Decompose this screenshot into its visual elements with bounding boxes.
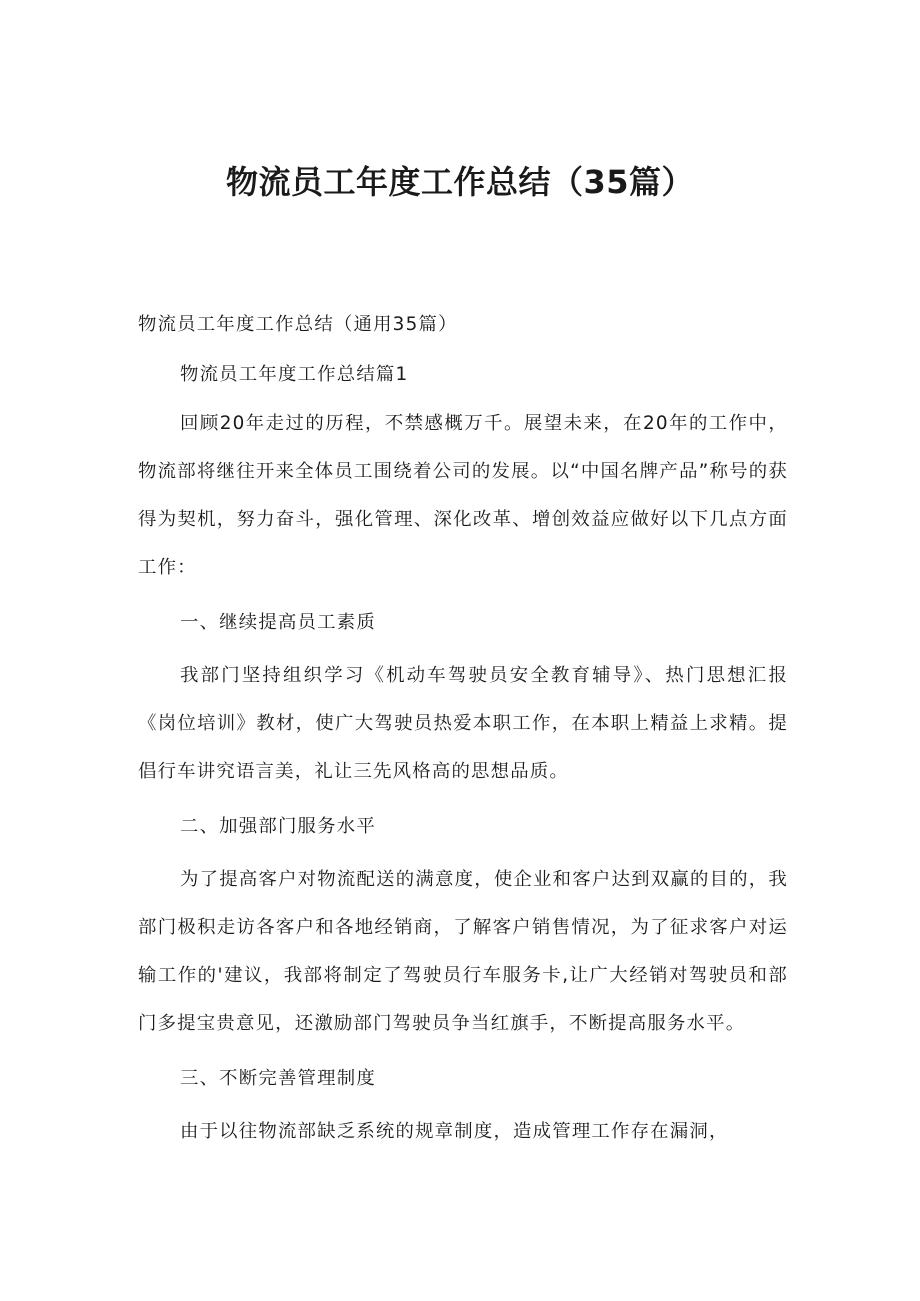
document-subtitle: 物流员工年度工作总结（通用35篇） <box>138 314 458 335</box>
body-paragraph-intro: 回顾20年走过的历程，不禁感概万千。展望未来，在20年的工作中，物流部将继往开来全体员工围绕着公司的发展。以“中国名牌产品”称号的获得为契机，努力奋斗，强化管理、深化改革、增创效益应做好以下几点方面工作： <box>138 413 788 578</box>
section-heading-3: 三、不断完善管理制度 <box>180 1068 376 1089</box>
document-title: 物流员工年度工作总结（35篇） <box>225 163 695 201</box>
document-body <box>138 308 788 1170</box>
body-paragraph-1: 我部门坚持组织学习《机动车驾驶员安全教育辅导》、热门思想汇报《岗位培训》教材，使广大驾驶员热爱本职工作，在本职上精益上求精。提倡行车讲究语言美，礼让三先风格高的思想品质。 <box>138 665 788 782</box>
section-heading-1: 一、继续提高员工素质 <box>180 612 376 633</box>
section-heading-2: 二、加强部门服务水平 <box>180 816 376 837</box>
chapter-heading: 物流员工年度工作总结篇1 <box>180 364 409 385</box>
body-paragraph-3: 由于以往物流部缺乏系统的规章制度，造成管理工作存在漏洞， <box>180 1121 729 1142</box>
body-paragraph-2: 为了提高客户对物流配送的满意度，使企业和客户达到双赢的目的，我部门极积走访各客户和各地经销商，了解客户销售情况，为了征求客户对运输工作的'建议，我部将制定了驾驶员行车服务卡,让广大经销对驾驶员和部门多提宝贵意见，还激励部门驾驶员争当红旗手，不断提高服务水平。 <box>138 869 788 1034</box>
